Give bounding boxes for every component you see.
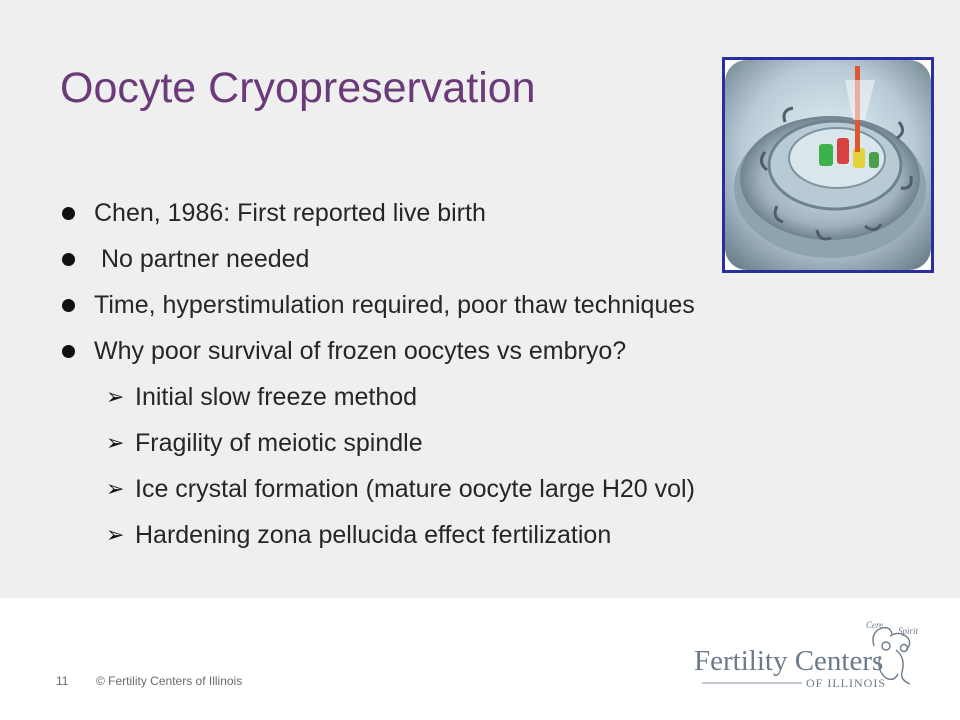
- fertility-centers-logo: [690, 616, 930, 696]
- sub-bullet-text: Ice crystal formation (mature oocyte large H20 vol): [135, 475, 695, 503]
- bullet-text: Time, hyperstimulation required, poor thaw techniques: [94, 291, 695, 319]
- bullet-text: Chen, 1986: First reported live birth: [94, 199, 486, 227]
- arrow-bullet-icon: ➢: [106, 384, 125, 409]
- bullet-list: [60, 196, 910, 564]
- sub-bullet-item: [60, 426, 910, 472]
- sub-bullet-item: [60, 380, 910, 426]
- logo-name-line1: Fertility Centers: [694, 645, 884, 677]
- sub-bullet-item: [60, 518, 910, 564]
- sub-bullet-text: Hardening zona pellucida effect fertilization: [135, 521, 612, 549]
- bullet-dot-icon: [62, 207, 75, 220]
- arrow-bullet-icon: ➢: [106, 476, 125, 501]
- bullet-dot-icon: [62, 345, 75, 358]
- bullet-text: No partner needed: [94, 245, 310, 273]
- slide-number: 11: [56, 674, 69, 688]
- sub-bullet-item: [60, 472, 910, 518]
- arrow-bullet-icon: ➢: [106, 430, 125, 455]
- bullet-item: [60, 334, 910, 380]
- bullet-dot-icon: [62, 253, 75, 266]
- footer-copyright: © Fertility Centers of Illinois: [96, 674, 243, 688]
- bullet-text: Why poor survival of frozen oocytes vs embryo?: [94, 337, 627, 365]
- arrow-bullet-icon: ➢: [106, 522, 125, 547]
- logo-arc-text-left: Cere: [866, 620, 884, 630]
- sub-bullet-text: Fragility of meiotic spindle: [135, 429, 423, 457]
- logo-arc-text-right: Spirit: [898, 626, 919, 636]
- bullet-item: [60, 242, 910, 288]
- slide-title: Oocyte Cryopreservation: [60, 64, 536, 112]
- sub-bullet-text: Initial slow freeze method: [135, 383, 418, 411]
- logo-name-line2: OF ILLINOIS: [806, 676, 886, 690]
- bullet-item: [60, 196, 910, 242]
- bullet-item: [60, 288, 910, 334]
- bullet-dot-icon: [62, 299, 75, 312]
